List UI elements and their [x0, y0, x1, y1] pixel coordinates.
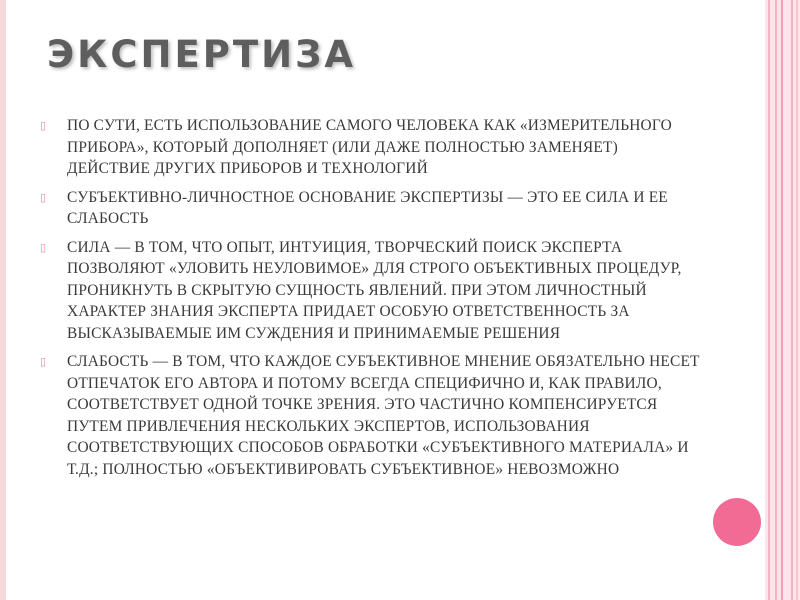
right-stripe-line — [775, 0, 777, 600]
bullet-item — [40, 237, 700, 345]
bullet-text: СУБЪЕКТИВНО-ЛИЧНОСТНОЕ ОСНОВАНИЕ ЭКСПЕРТИЗЫ — ЭТО ЕЕ СИЛА И ЕЕ СЛАБОСТЬ — [67, 188, 668, 227]
bullet-icon: ▯ — [40, 191, 47, 204]
left-decorative-stripe — [0, 0, 6, 600]
slide-title: ЭКСПЕРТИЗА — [47, 33, 357, 76]
right-stripe-line — [781, 0, 783, 600]
right-stripe-line — [791, 0, 793, 600]
bullet-text: СИЛА — В ТОМ, ЧТО ОПЫТ, ИНТУИЦИЯ, ТВОРЧЕСКИЙ ПОИСК ЭКСПЕРТА ПОЗВОЛЯЮТ «УЛОВИТЬ НЕУЛОВИМОЕ» ДЛЯ СТРОГО ОБЪЕКТИВНЫХ ПРОЦЕДУР, ПРОНИКНУТЬ В СКРЫТУЮ СУЩНОСТЬ ЯВЛЕНИЙ. ПРИ ЭТОМ ЛИЧНОСТНЫЙ ХАРАКТЕР ЗНАНИЯ ЭКСПЕРТА ПРИДАЕТ ОСОБУЮ ОТВЕТСТВЕННОСТЬ ЗА ВЫСКАЗЫВАЕМЫЕ ИМ СУЖДЕНИЯ И ПРИНИМАЕМЫЕ РЕШЕНИЯ — [67, 238, 682, 342]
bullet-icon: ▯ — [40, 241, 47, 254]
bullet-text: СЛАБОСТЬ — В ТОМ, ЧТО КАЖДОЕ СУБЪЕКТИВНОЕ МНЕНИЕ ОБЯЗАТЕЛЬНО НЕСЕТ ОТПЕЧАТОК ЕГО АВТОРА И ПОТОМУ ВСЕГДА СПЕЦИФИЧНО И, КАК ПРАВИЛО, СООТВЕТСТВУЕТ ОДНОЙ ТОЧКЕ ЗРЕНИЯ. ЭТО ЧАСТИЧНО КОМПЕНСИРУЕТСЯ ПУТЕМ ПРИВЛЕЧЕНИЯ НЕСКОЛЬКИХ ЭКСПЕРТОВ, ИСПОЛЬЗОВАНИЯ СООТВЕТСТВУЮЩИХ СПОСОБОВ ОБРАБОТКИ «СУБЪЕКТИВНОГО МАТЕРИАЛА» И Т.Д.; ПОЛНОСТЬЮ «ОБЪЕКТИВИРОВАТЬ СУБЪЕКТИВНОЕ» НЕВОЗМОЖНО — [67, 353, 700, 478]
bullet-text: ПО СУТИ, ЕСТЬ ИСПОЛЬЗОВАНИЕ САМОГО ЧЕЛОВЕКА КАК «ИЗМЕРИТЕЛЬНОГО ПРИБОРА», КОТОРЫЙ ДОПОЛНЯЕТ (ИЛИ ДАЖЕ ПОЛНОСТЬЮ ЗАМЕНЯЕТ) ДЕЙСТВИЕ ДРУГИХ ПРИБОРОВ И ТЕХНОЛОГИЙ — [67, 117, 672, 177]
bullet-item — [40, 115, 700, 180]
decorative-pink-circle — [713, 498, 761, 546]
right-stripe-line — [768, 0, 770, 600]
bullet-item — [40, 351, 700, 480]
bullet-icon: ▯ — [40, 356, 47, 368]
right-stripe-line — [796, 0, 798, 600]
bullet-item — [40, 187, 700, 230]
bullet-list — [40, 115, 700, 487]
bullet-icon: ▯ — [40, 120, 47, 132]
